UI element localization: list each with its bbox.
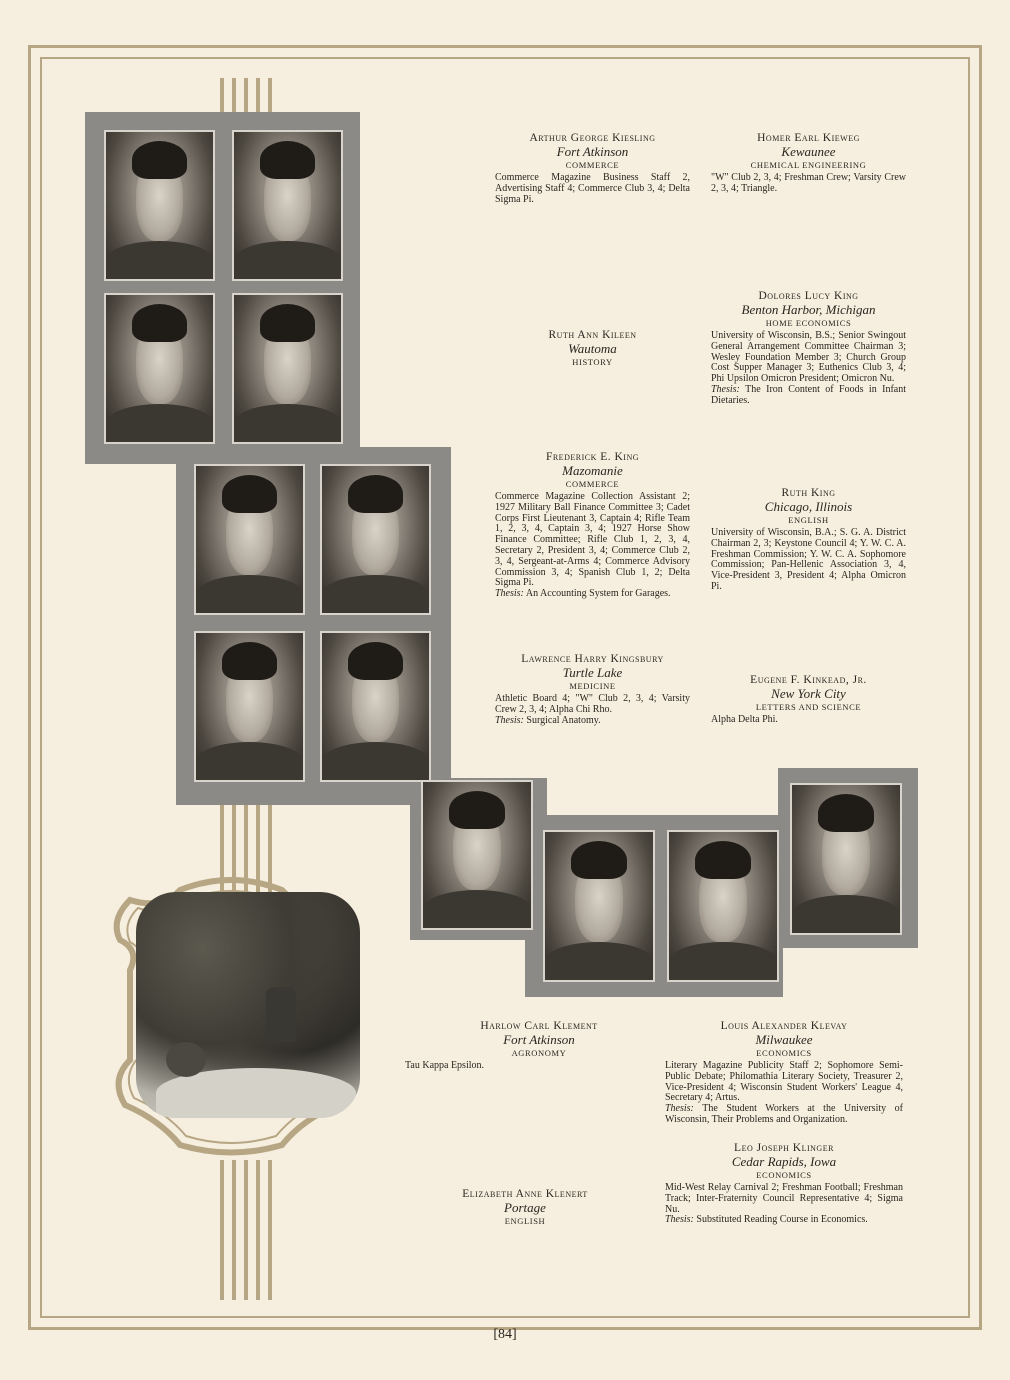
department: HISTORY bbox=[572, 357, 613, 367]
thesis-label: Thesis: bbox=[665, 1103, 694, 1115]
portrait-klenert bbox=[543, 830, 655, 982]
entry-klenert bbox=[425, 1187, 625, 1229]
student-name: Leo Joseph Klinger bbox=[734, 1142, 834, 1154]
portrait-kileen bbox=[104, 293, 215, 444]
thesis-text: Substituted Reading Course in Economics. bbox=[696, 1214, 868, 1226]
portrait-kieweg bbox=[232, 130, 343, 281]
vertical-bar bbox=[220, 1160, 224, 1300]
vertical-bar bbox=[256, 1160, 260, 1300]
vertical-bar bbox=[232, 78, 236, 112]
page-number: [84] bbox=[493, 1327, 517, 1342]
hometown: Turtle Lake bbox=[562, 665, 623, 680]
activities: "W" Club 2, 3, 4; Freshman Crew; Varsity Crew 2, 3, 4; Triangle. bbox=[711, 172, 906, 194]
department: ENGLISH bbox=[504, 1216, 546, 1226]
thesis-label: Thesis: bbox=[711, 383, 740, 395]
activities: University of Wisconsin, B.A.; S. G. A. District Chairman 2, 3; Keystone Council 4; Y. W. C. A. Freshman Commission; Y. W. C. A. Sophomore Commission; Pan-Hellenic Association 3, 4, Vice-President 3, President 4; Alpha Omicron Pi. bbox=[711, 527, 906, 592]
activities: Literary Magazine Publicity Staff 2; Sophomore Semi-Public Debate; Philomathia Literary Society, Treasurer 2, Vice-President 4; Wisconsin Student Workers' League 4, Secretary 4; Artus. bbox=[665, 1060, 903, 1104]
entry-klinger bbox=[665, 1141, 903, 1226]
student-name: Eugene F. Kinkead, Jr. bbox=[750, 674, 867, 686]
hometown: Kewaunee bbox=[781, 144, 836, 159]
department: COMMERCE bbox=[565, 160, 620, 170]
entry-kiesling bbox=[495, 131, 690, 205]
student-name: Lawrence Harry Kingsbury bbox=[521, 653, 664, 665]
hometown: Fort Atkinson bbox=[556, 144, 629, 159]
activities: Tau Kappa Epsilon. bbox=[405, 1060, 485, 1071]
thesis bbox=[665, 1215, 903, 1226]
portrait-kinkead bbox=[320, 631, 431, 782]
thesis-text: An Accounting System for Garages. bbox=[525, 588, 671, 600]
department: CHEMICAL ENGINEERING bbox=[750, 160, 867, 170]
activities: Athletic Board 4; "W" Club 2, 3, 4; Varsity Crew 2, 3, 4; Alpha Chi Rho. bbox=[495, 693, 690, 715]
thesis bbox=[495, 589, 690, 600]
student-name: Elizabeth Anne Klenert bbox=[462, 1188, 588, 1200]
department: COMMERCE bbox=[565, 479, 620, 489]
portrait-klinger bbox=[790, 783, 902, 935]
thesis-label: Thesis: bbox=[495, 588, 524, 600]
entry-klevay bbox=[665, 1019, 903, 1126]
student-name: Dolores Lucy King bbox=[758, 290, 859, 302]
activities: Alpha Delta Phi. bbox=[711, 714, 778, 725]
vertical-bar bbox=[256, 78, 260, 112]
student-name: Harlow Carl Klement bbox=[480, 1020, 598, 1032]
entry-kileen bbox=[495, 328, 690, 370]
entry-klement bbox=[405, 1019, 645, 1072]
hometown: Portage bbox=[504, 1200, 546, 1215]
portrait-klevay bbox=[667, 830, 779, 982]
portrait-frederick-king bbox=[194, 464, 305, 615]
vertical-bar bbox=[244, 1160, 248, 1300]
campus-scene-photo bbox=[136, 892, 360, 1118]
portrait-kingsbury bbox=[194, 631, 305, 782]
thesis-label: Thesis: bbox=[665, 1214, 694, 1226]
hometown: Mazomanie bbox=[562, 463, 623, 478]
hometown: Wautoma bbox=[568, 341, 617, 356]
hometown: Benton Harbor, Michigan bbox=[741, 302, 876, 317]
department: LETTERS AND SCIENCE bbox=[755, 702, 862, 712]
thesis bbox=[711, 385, 906, 407]
student-name: Louis Alexander Klevay bbox=[720, 1020, 848, 1032]
thesis-text: Surgical Anatomy. bbox=[526, 714, 601, 726]
department: AGRONOMY bbox=[511, 1048, 567, 1058]
activities: Commerce Magazine Business Staff 2, Advertising Staff 4; Commerce Club 3, 4; Delta Sigma Pi. bbox=[495, 172, 690, 205]
department: ECONOMICS bbox=[756, 1170, 812, 1180]
entry-kinkead bbox=[711, 673, 906, 726]
entry-ruth-king bbox=[711, 486, 906, 593]
thesis-text: The Student Workers at the University of Wisconsin, Their Problems and Organization. bbox=[665, 1103, 903, 1125]
activities: University of Wisconsin, B.S.; Senior Swingout General Arrangement Committee Chairman 3; Wesley Foundation Member 3; Church Group Cost Supper Manager 3; Euthenics Club 3, 4; Phi Upsilon Omicron President; Omicron Nu. bbox=[711, 330, 906, 385]
student-name: Homer Earl Kieweg bbox=[757, 132, 860, 144]
department: HOME ECONOMICS bbox=[765, 318, 852, 328]
student-name: Ruth King bbox=[781, 487, 836, 499]
hometown: Chicago, Illinois bbox=[764, 499, 853, 514]
thesis bbox=[495, 716, 690, 727]
vertical-bar bbox=[268, 78, 272, 112]
student-name: Arthur George Kiesling bbox=[529, 132, 656, 144]
student-name: Ruth Ann Kileen bbox=[548, 329, 637, 341]
activities: Commerce Magazine Collection Assistant 2; 1927 Military Ball Finance Committee 3; Cadet Corps First Lieutenant 3, Captain 4; Rifle Team 1, 2, 3, 4, Captain 3, 4; 1927 Horse Show Finance Committee; Rifle Club 1, 2, 3, 4, Secretary 2, President 3, 4; Commerce Club 2, 3, 4, Sergeant-at-Arms 4; Commerce Advisory Commission 3, 4; Spanish Club 1, 2; Delta Sigma Pi. bbox=[495, 491, 690, 589]
activities: Mid-West Relay Carnival 2; Freshman Football; Freshman Track; Inter-Fraternity Council Representative 4; Sigma Nu. bbox=[665, 1182, 903, 1215]
department: MEDICINE bbox=[569, 681, 616, 691]
portrait-ruth-king bbox=[320, 464, 431, 615]
hometown: Cedar Rapids, Iowa bbox=[731, 1154, 837, 1169]
vertical-bar bbox=[220, 78, 224, 112]
entry-dolores-king bbox=[711, 289, 906, 407]
portrait-kiesling bbox=[104, 130, 215, 281]
entry-kieweg bbox=[711, 131, 906, 195]
portrait-klement bbox=[421, 780, 533, 930]
department: ECONOMICS bbox=[756, 1048, 812, 1058]
hometown: Milwaukee bbox=[755, 1032, 813, 1047]
thesis-text: The Iron Content of Foods in Infant Dietaries. bbox=[711, 383, 906, 406]
vertical-bar bbox=[232, 1160, 236, 1300]
portrait-dolores-king bbox=[232, 293, 343, 444]
vertical-bar bbox=[244, 78, 248, 112]
entry-frederick-king bbox=[495, 450, 690, 600]
student-name: Frederick E. King bbox=[545, 451, 640, 463]
department: ENGLISH bbox=[788, 515, 829, 525]
hometown: Fort Atkinson bbox=[503, 1032, 575, 1047]
hometown: New York City bbox=[771, 686, 846, 701]
vertical-bar bbox=[268, 1160, 272, 1300]
entry-kingsbury bbox=[495, 652, 690, 726]
thesis-label: Thesis: bbox=[495, 714, 524, 726]
thesis bbox=[665, 1104, 903, 1126]
